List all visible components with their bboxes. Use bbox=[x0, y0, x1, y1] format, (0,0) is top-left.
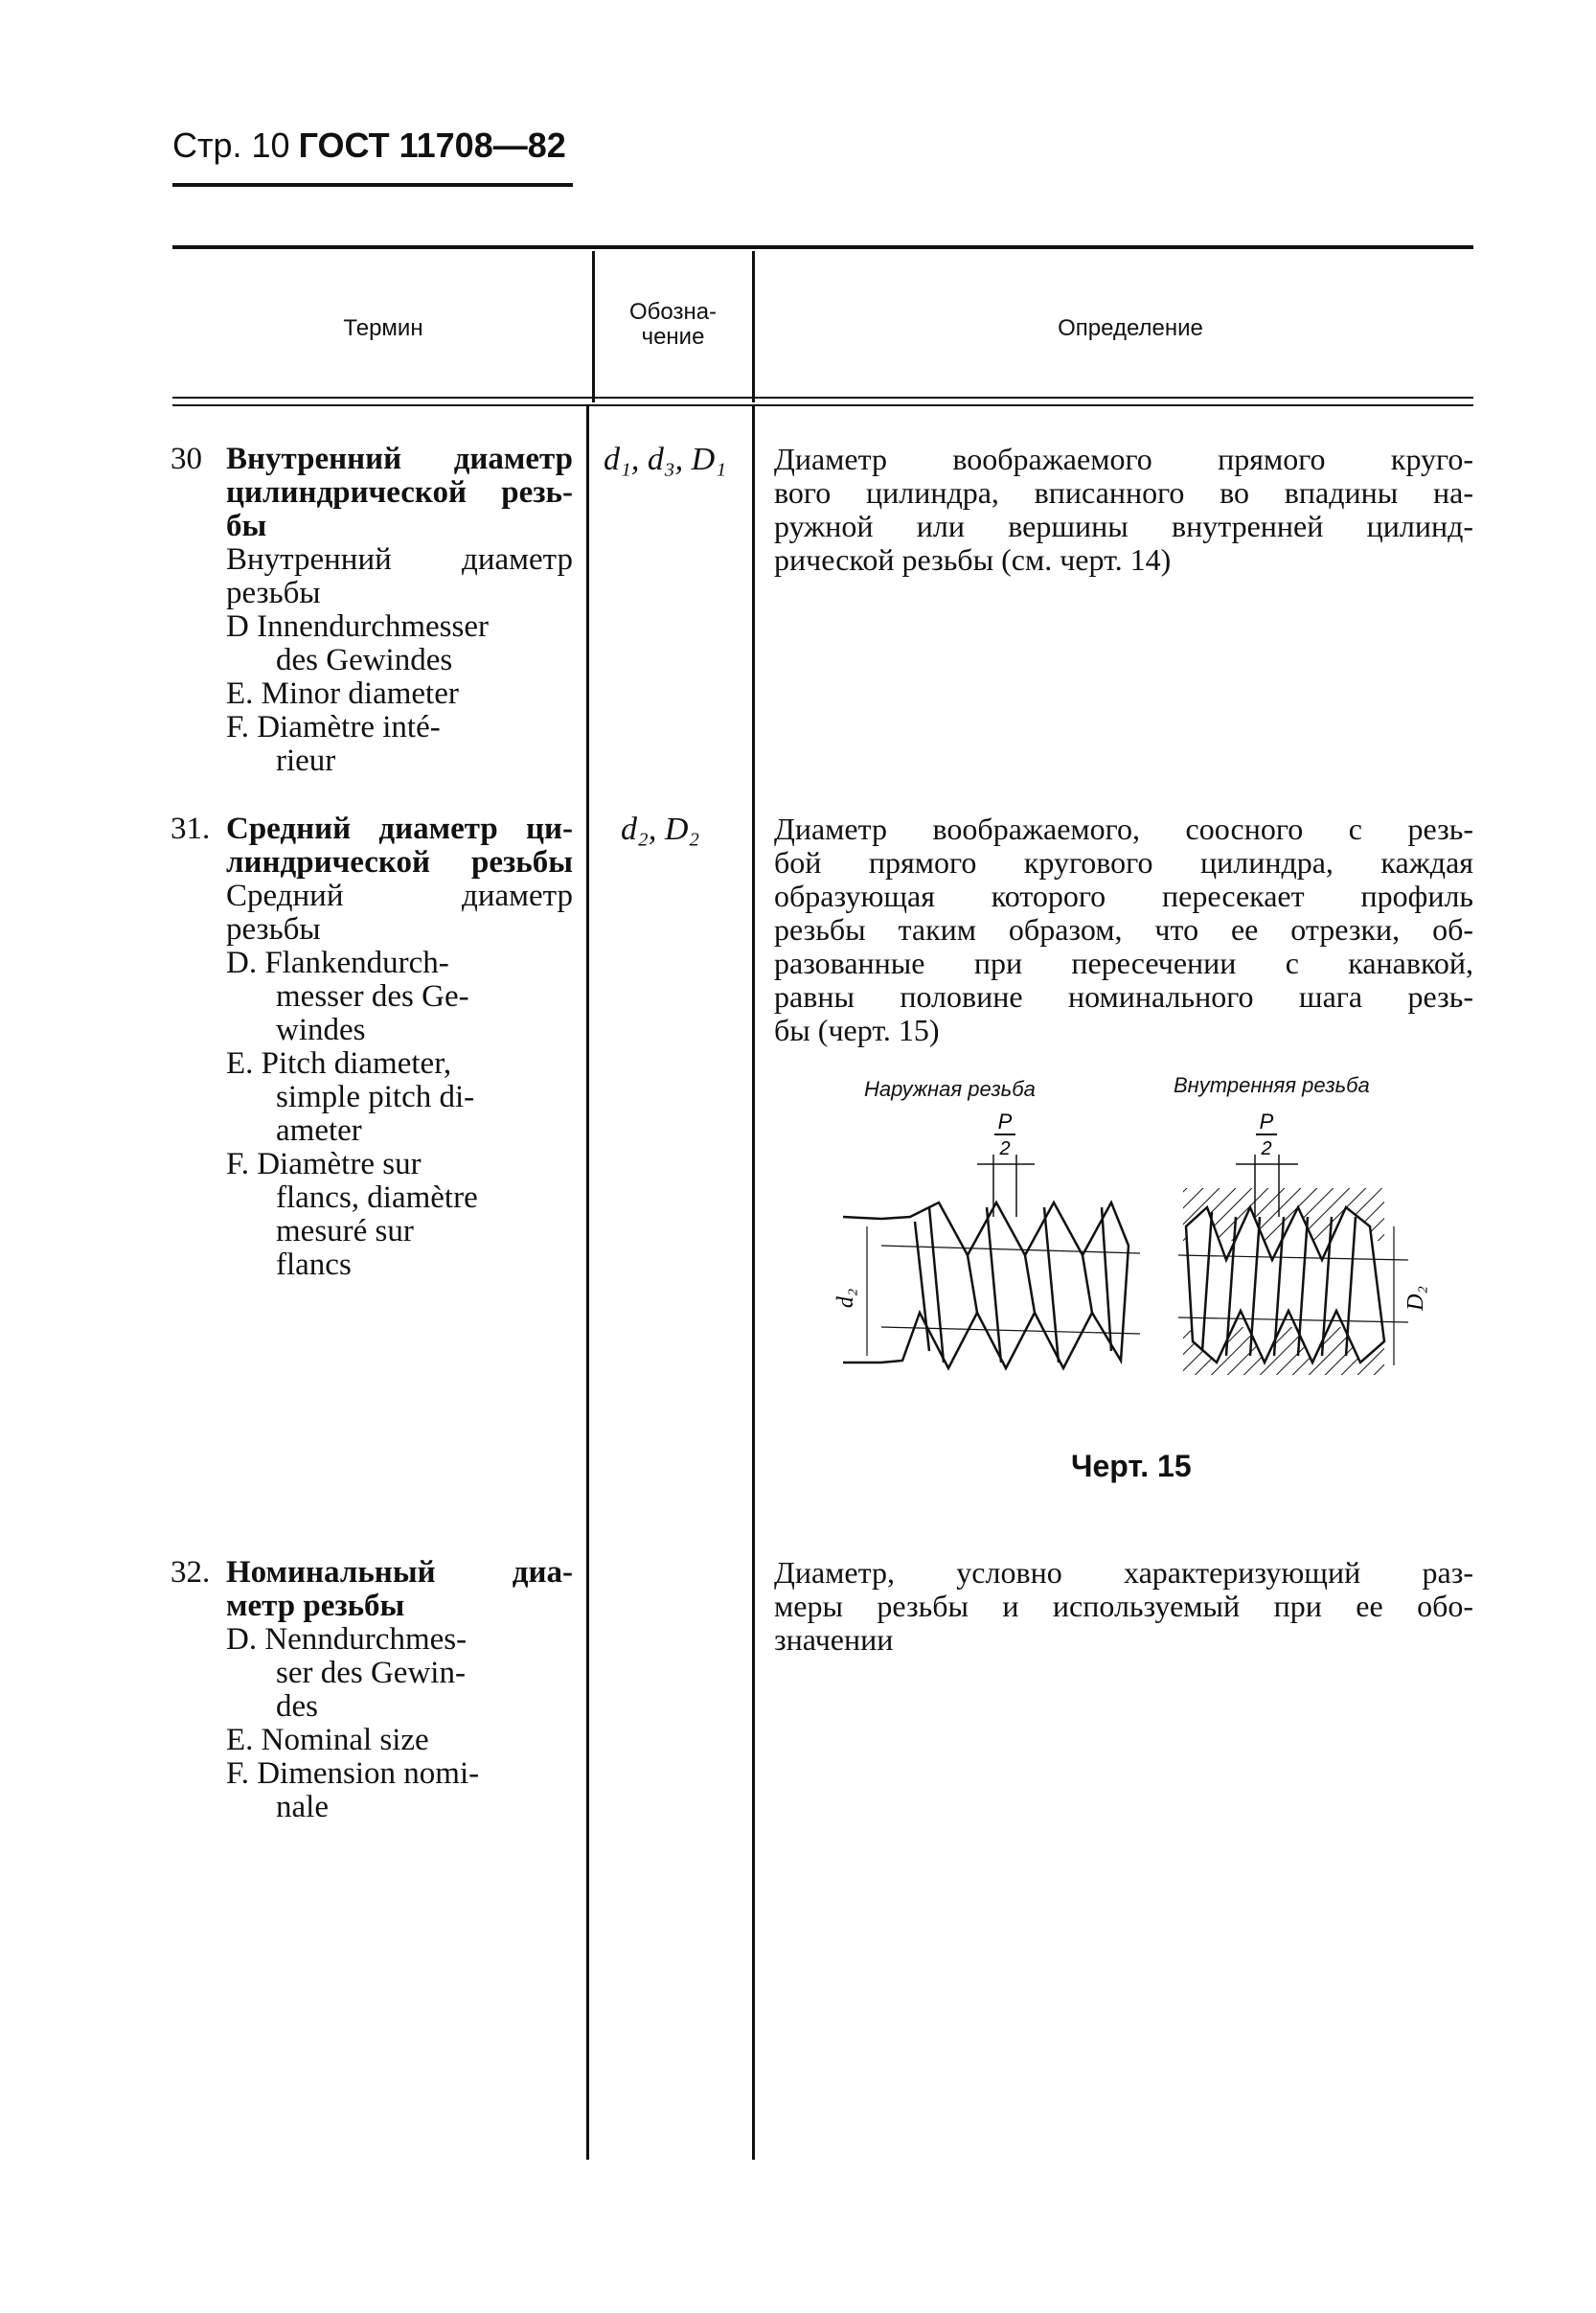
table-head-rule-2 bbox=[172, 404, 1473, 406]
dimension-label-D2: D₂ bbox=[1403, 1286, 1428, 1311]
term-line: nale bbox=[276, 1790, 329, 1824]
term-line: E. Pitch diameter, bbox=[226, 1046, 452, 1081]
term-30 bbox=[171, 443, 573, 778]
term-line: F. Diamètre sur bbox=[226, 1147, 422, 1181]
definition-line: Диаметр воображаемого прямого круго- bbox=[774, 442, 1473, 476]
pitch-label-right-top: P bbox=[1259, 1111, 1274, 1134]
standard-code: ГОСТ 11708—82 bbox=[298, 126, 566, 165]
term-line: Внутренний диаметр bbox=[226, 542, 573, 577]
symbol-31: d₂, D₂ bbox=[621, 812, 700, 847]
term-line: Средний диаметр bbox=[226, 879, 573, 913]
definition-line: образующая которого пересекает профиль bbox=[774, 879, 1473, 913]
definition-line: меры резьбы и используемый при ее обо- bbox=[774, 1589, 1473, 1623]
pitch-label-right-bottom: 2 bbox=[1261, 1138, 1272, 1159]
term-line: des bbox=[276, 1689, 318, 1724]
external-thread bbox=[843, 1202, 1140, 1368]
definition-line: вого цилиндра, вписанного во впадины на- bbox=[774, 475, 1473, 510]
term-line: бы bbox=[226, 509, 267, 543]
table-head-rule-1 bbox=[172, 397, 1473, 399]
column-header-definition: Определение bbox=[1058, 315, 1203, 341]
column-divider-1 bbox=[592, 251, 595, 402]
term-line: rieur bbox=[276, 744, 336, 778]
term-line: Номинальный диа- bbox=[226, 1555, 573, 1590]
figure-caption-internal: Внутренняя резьба bbox=[1174, 1073, 1370, 1097]
term-32 bbox=[171, 1556, 573, 1824]
column-header-symbol-line1: Обозна- bbox=[628, 299, 718, 325]
term-line: резьбы bbox=[226, 576, 321, 610]
definition-line: рической резьбы (см. черт. 14) bbox=[774, 542, 1172, 577]
term-line: mesuré sur bbox=[276, 1214, 414, 1248]
term-line: D. Flankendurch- bbox=[226, 946, 449, 980]
definition-line: Диаметр, условно характеризующий раз- bbox=[774, 1555, 1473, 1590]
table-top-rule bbox=[172, 245, 1473, 249]
term-line: flancs bbox=[276, 1248, 352, 1282]
term-line: E. Minor diameter bbox=[226, 676, 459, 711]
term-line: Средний диаметр ци- bbox=[226, 812, 573, 846]
header-underline bbox=[172, 183, 573, 187]
definition-line: разованные при пересечении с канавкой, bbox=[774, 946, 1473, 980]
column-header-symbol bbox=[599, 300, 747, 350]
term-line: D. Nenndurchmes- bbox=[226, 1622, 467, 1657]
pitch-label-left-top: P bbox=[997, 1111, 1013, 1134]
symbol-30: d₁, d₃, D₁ bbox=[604, 442, 727, 477]
definition-31 bbox=[774, 813, 1473, 1047]
term-line: E. Nominal size bbox=[226, 1723, 429, 1757]
term-line: ser des Gewin- bbox=[276, 1656, 466, 1690]
definition-line: ружной или вершины внутренней цилинд- bbox=[774, 509, 1473, 543]
column-divider-2 bbox=[752, 251, 755, 402]
definition-line: равны половине номинального шага резь- bbox=[774, 979, 1473, 1014]
definition-line: Диаметр воображаемого, соосного с резь- bbox=[774, 812, 1473, 846]
definition-line: значении bbox=[774, 1622, 894, 1657]
term-number: 32. bbox=[171, 1555, 211, 1590]
dimension-label-d2: d₂ bbox=[833, 1288, 858, 1309]
term-line: des Gewindes bbox=[276, 643, 453, 677]
term-line: D Innendurchmesser bbox=[226, 609, 489, 644]
figure-title: Черт. 15 bbox=[1071, 1449, 1192, 1483]
term-line: цилиндрической резь- bbox=[226, 475, 573, 510]
term-line: windes bbox=[276, 1013, 366, 1047]
term-line: F. Dimension nomi- bbox=[226, 1756, 480, 1791]
term-line: F. Diamètre inté- bbox=[226, 710, 441, 744]
pitch-label-left-bottom: 2 bbox=[999, 1138, 1011, 1159]
term-line: simple pitch di- bbox=[276, 1080, 475, 1114]
term-line: flancs, diamètre bbox=[276, 1180, 478, 1215]
definition-line: бой прямого кругового цилиндра, каждая bbox=[774, 845, 1473, 880]
thread-diagram bbox=[824, 1111, 1447, 1408]
term-line: Внутренний диаметр bbox=[226, 442, 573, 476]
page-number: Стр. 10 bbox=[172, 126, 290, 165]
figure-caption-external: Наружная резьба bbox=[864, 1077, 1036, 1101]
column-header-symbol-line2: чение bbox=[641, 324, 705, 350]
definition-line: бы (черт. 15) bbox=[774, 1013, 940, 1047]
definition-30 bbox=[774, 443, 1473, 577]
column-divider-4 bbox=[752, 406, 755, 2160]
definition-line: резьбы таким образом, что ее отрезки, об- bbox=[774, 912, 1473, 947]
term-line: линдрической резьбы bbox=[226, 845, 573, 880]
term-line: messer des Ge- bbox=[276, 979, 469, 1014]
column-divider-3 bbox=[586, 406, 589, 2160]
definition-32 bbox=[774, 1556, 1473, 1657]
term-line: метр резьбы bbox=[226, 1589, 405, 1623]
term-31 bbox=[171, 813, 573, 1282]
term-number: 31. bbox=[171, 812, 211, 846]
term-number: 30 bbox=[171, 442, 202, 476]
term-line: резьбы bbox=[226, 912, 321, 947]
column-header-term: Термин bbox=[343, 315, 423, 341]
page-header bbox=[172, 126, 566, 165]
term-line: ameter bbox=[276, 1113, 362, 1148]
